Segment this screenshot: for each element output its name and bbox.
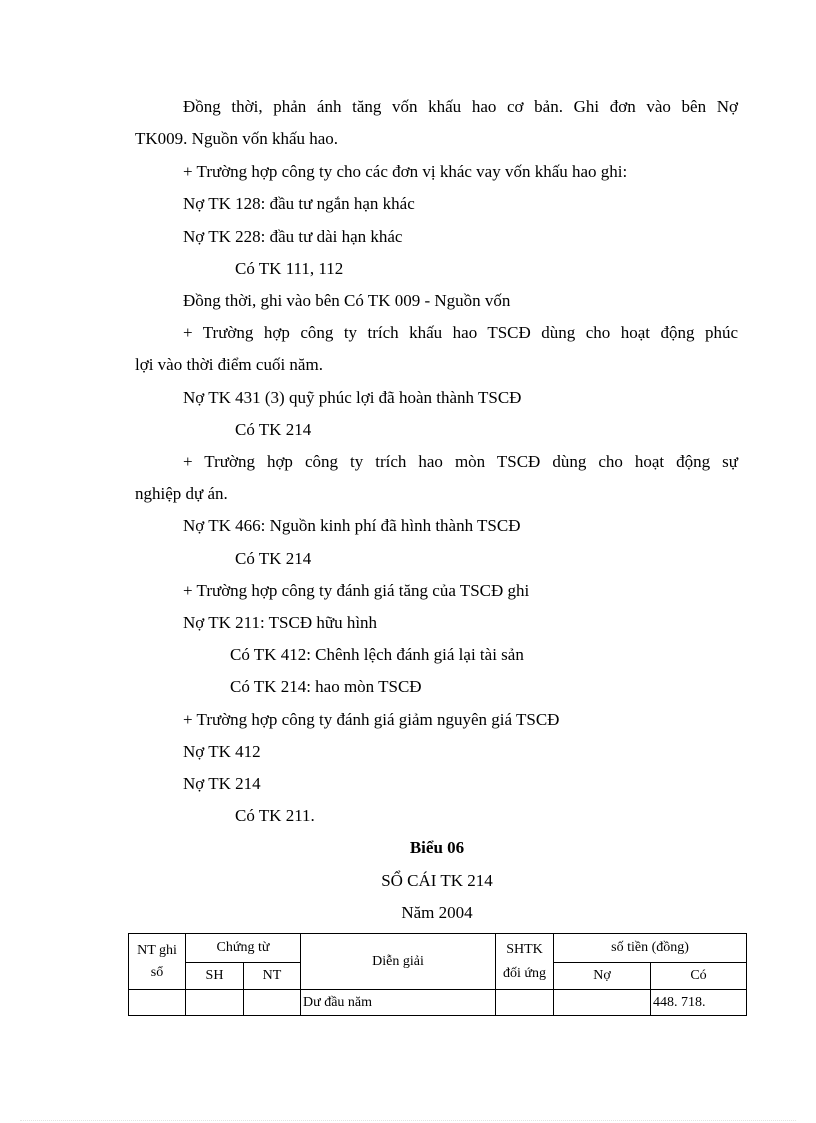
header-co: Có bbox=[651, 963, 747, 990]
form-label: Biểu 06 bbox=[409, 838, 465, 857]
header-nt: NT bbox=[244, 963, 301, 990]
header-nt-ghi-so: NT ghi sổ bbox=[129, 934, 186, 990]
paragraph-line: Có TK 214 bbox=[235, 549, 312, 568]
paragraph-line: Có TK 214 bbox=[235, 420, 312, 439]
table-row bbox=[129, 990, 747, 1016]
header-shtk: SHTK đối ứng bbox=[496, 934, 554, 990]
paragraph-line: + Trường hợp công ty đánh giá tăng của TSCĐ ghi bbox=[183, 581, 530, 600]
header-so-tien: số tiền (đồng) bbox=[554, 934, 747, 963]
paragraph-line: + Trường hợp công ty đánh giá giảm nguyên giá TSCĐ bbox=[183, 710, 560, 729]
paragraph-line: Nợ TK 228: đầu tư dài hạn khác bbox=[183, 227, 403, 246]
paragraph-line: Có TK 214: hao mòn TSCĐ bbox=[230, 677, 422, 696]
paragraph-line: Nợ TK 128: đầu tư ngắn hạn khác bbox=[183, 194, 415, 213]
paragraph-line: TK009. Nguồn vốn khấu hao. bbox=[135, 129, 339, 148]
paragraph-line: Có TK 211. bbox=[235, 806, 315, 825]
cell-shtk bbox=[496, 990, 554, 1016]
paragraph-line: + Trường hợp công ty cho các đơn vị khác vay vốn khấu hao ghi: bbox=[183, 162, 628, 181]
page-divider bbox=[20, 1120, 796, 1121]
header-dien-giai: Diễn giải bbox=[301, 934, 496, 990]
cell-sh bbox=[186, 990, 244, 1016]
ledger-table bbox=[128, 933, 747, 1016]
paragraph-line: Có TK 111, 112 bbox=[235, 259, 344, 278]
paragraph-line: Nợ TK 412 bbox=[183, 742, 261, 761]
cell-co: 448. 718. bbox=[651, 990, 747, 1016]
paragraph-line: + Trường hợp công ty trích khấu hao TSCĐ dùng cho hoạt động phúc bbox=[183, 323, 738, 342]
paragraph-line: Nợ TK 214 bbox=[183, 774, 261, 793]
paragraph-line: Nợ TK 211: TSCĐ hữu hình bbox=[183, 613, 378, 632]
cell-nt-ghi-so bbox=[129, 990, 186, 1016]
paragraph-line: Đồng thời, phản ánh tăng vốn khấu hao cơ bản. Ghi đơn vào bên Nợ bbox=[183, 97, 738, 116]
ledger-year: Năm 2004 bbox=[401, 903, 473, 922]
ledger-title: SỔ CÁI TK 214 bbox=[381, 871, 493, 890]
paragraph-line: + Trường hợp công ty trích hao mòn TSCĐ dùng cho hoạt động sự bbox=[183, 452, 738, 471]
paragraph-line: Đồng thời, ghi vào bên Có TK 009 - Nguồn vốn bbox=[183, 291, 511, 310]
header-chung-tu: Chứng từ bbox=[186, 934, 301, 963]
paragraph-line: nghiệp dự án. bbox=[135, 484, 228, 503]
header-sh: SH bbox=[186, 963, 244, 990]
cell-no bbox=[554, 990, 651, 1016]
paragraph-line: Nợ TK 466: Nguồn kinh phí đã hình thành TSCĐ bbox=[183, 516, 521, 535]
paragraph-line: lợi vào thời điểm cuối năm. bbox=[135, 355, 323, 374]
cell-dien-giai: Dư đầu năm bbox=[301, 990, 496, 1016]
cell-nt bbox=[244, 990, 301, 1016]
header-no: Nợ bbox=[554, 963, 651, 990]
table-header-row bbox=[129, 934, 747, 963]
paragraph-line: Có TK 412: Chênh lệch đánh giá lại tài sản bbox=[230, 645, 524, 664]
paragraph-line: Nợ TK 431 (3) quỹ phúc lợi đã hoàn thành TSCĐ bbox=[183, 388, 522, 407]
